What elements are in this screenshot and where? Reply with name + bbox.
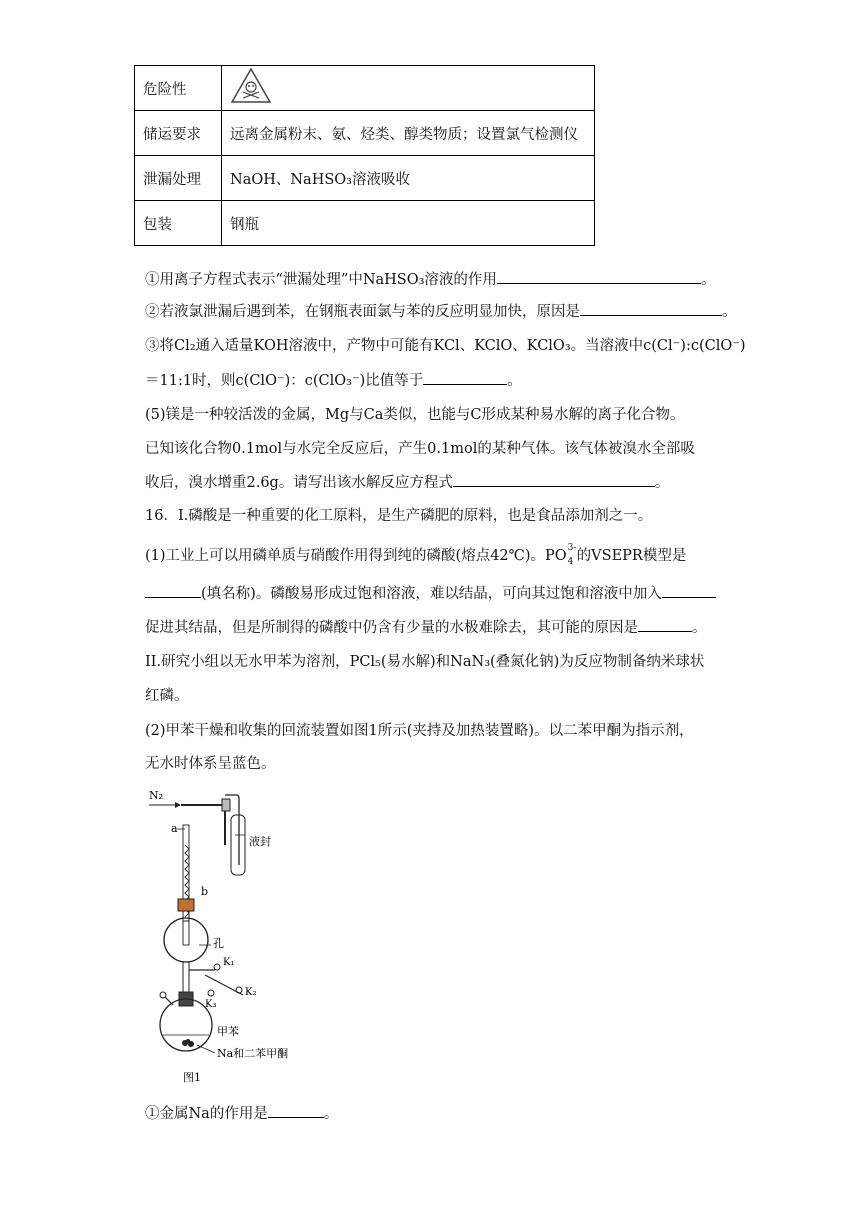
seal-label: 液封 [249, 835, 271, 848]
answer-blank [268, 1103, 324, 1118]
text-line: 16．I.磷酸是一种重要的化工原料，是生产磷肥的原料，也是食品添加剂之一。 [145, 508, 653, 524]
table-value: NaOH、NaHSO₃溶液吸收 [222, 156, 595, 201]
punct: 。 [722, 304, 737, 320]
text-line [145, 370, 522, 391]
text-line [145, 472, 669, 493]
reflux-apparatus-figure [145, 785, 315, 1090]
table-value: 远离金属粉末、氨、烃类、醇类物质；设置氯气检测仪 [222, 111, 595, 156]
text-line [145, 583, 716, 604]
punct: 。 [323, 1106, 339, 1122]
text-line: (2)甲苯干燥和收集的回流装置如图1所示(夹持及加热装置略)。以二苯甲酮为指示剂， [145, 723, 694, 739]
k3-label: K₃ [205, 999, 217, 1010]
a-label: a [171, 822, 178, 835]
table-key: 储运要求 [135, 111, 222, 156]
text-line: II.研究小组以无水甲苯为溶剂，PCl₅(易水解)和NaN₃(叠氮化钠)为反应物制备纳米球状 [145, 654, 705, 670]
question-text: ①用离子方程式表示“泄漏处理”中NaHSO₃溶液的作用 [145, 272, 497, 288]
text-line: ③将Cl₂通入适量KOH溶液中，产物中可能有KCl、KClO、KClO₃。当溶液中c(Cl⁻):c(ClO⁻) [145, 338, 746, 354]
answer-blank [638, 617, 692, 632]
k1-label: K₁ [223, 957, 235, 968]
properties-table [134, 65, 595, 246]
text-line [145, 617, 707, 638]
answer-blank [453, 472, 655, 487]
question-text: 收后，溴水增重2.6g。请写出该水解反应方程式 [145, 475, 453, 491]
punct: 。 [692, 620, 707, 636]
answer-blank [145, 583, 201, 598]
table-value [222, 66, 595, 111]
text-line [145, 543, 687, 567]
table-key: 危险性 [135, 66, 222, 111]
table-key: 包装 [135, 201, 222, 246]
n2-label: N₂ [149, 789, 164, 802]
superscript: 3- [567, 543, 577, 553]
text-line: (5)镁是一种较活泼的金属，Mg与Ca类似，也能与C形成某种易水解的离子化合物。 [145, 407, 685, 423]
question-text: 促进其结晶，但是所制得的磷酸中仍含有少量的水极难除去，其可能的原因是 [145, 620, 638, 636]
ion-charge [567, 543, 577, 567]
punct: 。 [654, 475, 670, 491]
punct: 。 [700, 272, 716, 288]
text-line [145, 269, 715, 290]
text-line: 红磷。 [145, 688, 189, 704]
question-text: (1)工业上可以用磷单质与硝酸作用得到纯的磷酸(熔点42℃)。PO [145, 548, 567, 564]
answer-blank [580, 301, 722, 316]
punct: 。 [507, 373, 522, 389]
na-label: Na和二苯甲酮 [217, 1047, 289, 1060]
text-line: 无水时体系呈蓝色。 [145, 756, 276, 772]
table-row [135, 156, 595, 201]
question-text: ②若液氯泄漏后遇到苯，在钢瓶表面氯与苯的反应明显加快，原因是 [145, 304, 580, 320]
toluene-label: 甲苯 [217, 1025, 239, 1038]
figure-caption: 图1 [183, 1071, 201, 1084]
table-value: 钢瓶 [222, 201, 595, 246]
subscript: 4 [567, 557, 574, 567]
answer-blank [662, 583, 716, 598]
text-line [145, 301, 737, 322]
answer-blank [497, 269, 701, 284]
table-row [135, 201, 595, 246]
question-text: ＝11:1时，则c(ClO⁻)：c(ClO₃⁻)比值等于 [145, 373, 424, 389]
text-line [145, 1103, 338, 1124]
question-text: ①金属Na的作用是 [145, 1106, 268, 1122]
table-row [135, 111, 595, 156]
table-key: 泄漏处理 [135, 156, 222, 201]
hole-label: 孔 [213, 937, 224, 950]
question-text: 的VSEPR模型是 [576, 548, 687, 564]
toxic-hazard-icon [230, 67, 272, 105]
table-row [135, 66, 595, 111]
k2-label: K₂ [245, 987, 257, 998]
b-label: b [201, 885, 209, 898]
text-line: 已知该化合物0.1mol与水完全反应后，产生0.1mol的某种气体。该气体被溴水全部吸 [145, 441, 695, 457]
question-text: (填名称)。磷酸易形成过饱和溶液，难以结晶，可向其过饱和溶液中加入 [201, 586, 662, 602]
answer-blank [423, 370, 507, 385]
